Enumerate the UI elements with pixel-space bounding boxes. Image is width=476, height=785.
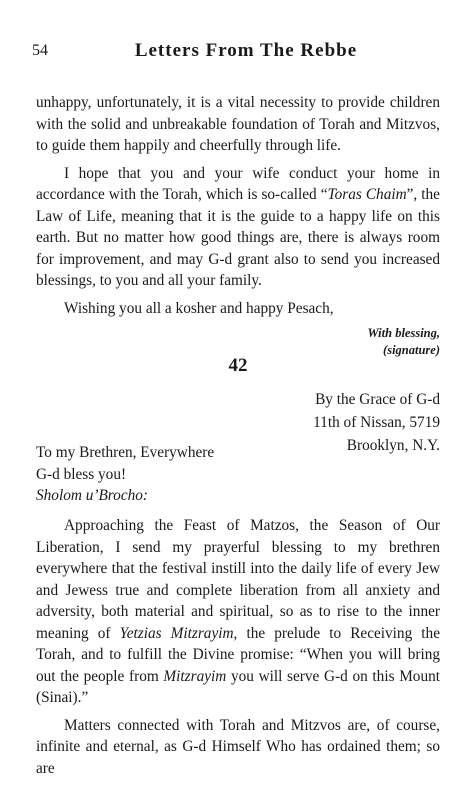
dateline-line-1: By the Grace of G-d xyxy=(315,391,440,408)
term-yetzias-mitzrayim: Yetzias Mitzrayim xyxy=(119,624,234,642)
letter-address xyxy=(36,442,214,507)
address-line-1: To my Brethren, Everywhere xyxy=(36,444,215,461)
letter-paragraph-1: Approaching the Feast of Matzos, the Season of Our Liberation, I send my prayerful blessing to my brethren everywhere that the festival instill into the daily life of every Jew and Jewess true and complete liberation from all anxiety and adversity, both material and spiritual, so as to rise to the inner meaning of Yetzias Mitzrayim, the prelude to Receiving the Torah, and to fulfill the Divine promise: “When you will bring out the people from Mitzrayim you will serve G-d on this Mount (Sinai).” xyxy=(36,517,440,706)
continuation-paragraph-3: Wishing you all a kosher and happy Pesach, xyxy=(64,299,334,317)
previous-letter-continuation xyxy=(36,92,440,359)
closing-text: With blessing, xyxy=(367,326,440,340)
running-title: Letters From The Rebbe xyxy=(134,40,358,61)
signature-text: (signature) xyxy=(383,343,440,357)
address-line-2: G-d bless you! xyxy=(36,465,127,483)
continuation-paragraph-1: unhappy, unfortunately, it is a vital necessity to provide children with the solid and unbreakable foundation of Torah and Mitzvos, to guide them happily and cheerfully through life. xyxy=(36,94,440,154)
page-number: 54 xyxy=(32,42,48,59)
salutation: Sholom u’Brocho: xyxy=(36,487,149,504)
dateline-line-2: 11th of Nissan, 5719 xyxy=(313,414,440,431)
dateline-line-3: Brooklyn, N.Y. xyxy=(346,437,440,454)
letter-body xyxy=(36,515,440,785)
term-mitzrayim: Mitzrayim xyxy=(163,667,227,685)
page-header xyxy=(32,40,444,70)
continuation-paragraph-2: I hope that you and your wife conduct your home in accordance with the Torah, which is so-called “Toras Chaim”, the Law of Life, meaning that it is the guide to a happy life on this earth. But no matter how good things are, there is always room for improvement, and may G-d grant also to send you increased blessings, to you and all your family. xyxy=(36,164,440,289)
closing-block xyxy=(36,325,440,359)
term-toras-chaim: Toras Chaim xyxy=(327,186,407,203)
letter-dateline xyxy=(313,388,440,457)
letter-number: 42 xyxy=(228,355,248,376)
letter-paragraph-2: Matters connected with Torah and Mitzvos are, of course, infinite and eternal, as G-d Himself Who has ordained them; so are xyxy=(36,716,440,777)
